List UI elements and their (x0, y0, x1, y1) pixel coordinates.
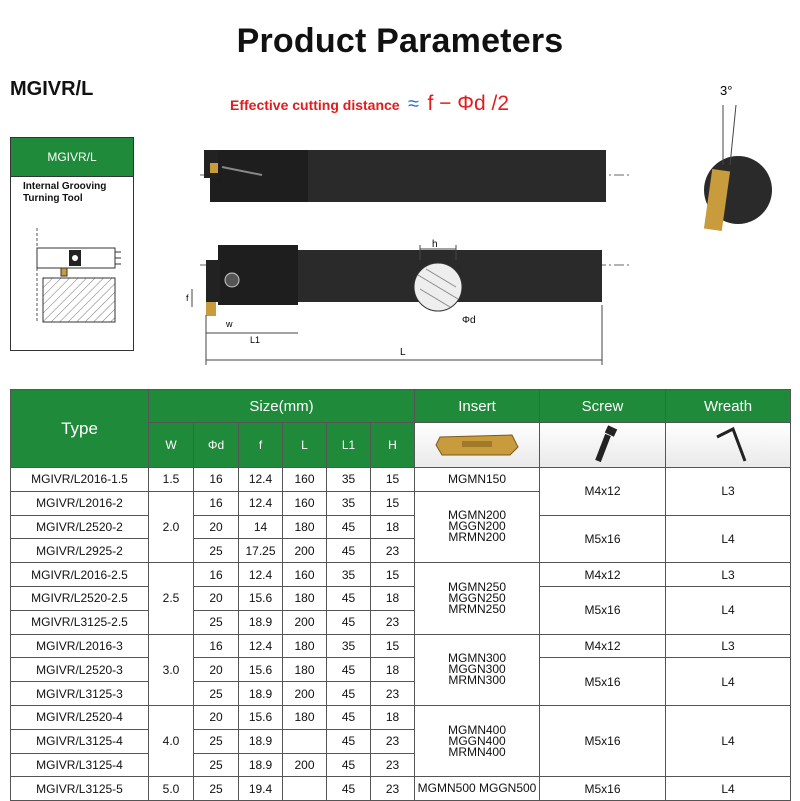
cell-f: 18.9 (239, 729, 283, 753)
cell-f: 12.4 (239, 491, 283, 515)
wreath-image-cell (666, 423, 791, 468)
cell-insert (415, 705, 540, 776)
cell-screw: M4x12 (540, 563, 666, 587)
table-row (11, 468, 791, 492)
cell-h: 15 (371, 634, 415, 658)
header-l1: L1 (327, 423, 371, 468)
cell-l: 180 (283, 634, 327, 658)
cell-l1: 45 (327, 610, 371, 634)
cell-l: 200 (283, 610, 327, 634)
cell-type: MGIVR/L2520-2.5 (11, 586, 149, 610)
table-header-row (11, 390, 791, 423)
cell-f: 19.4 (239, 777, 283, 801)
tool-usage-diagram (17, 220, 127, 330)
cell-f: 18.9 (239, 753, 283, 777)
cell-d: 16 (194, 563, 239, 587)
table-row (11, 515, 791, 539)
cell-wreath: L4 (666, 777, 791, 801)
formula-expression: f − Φd /2 (427, 92, 510, 115)
cell-d: 25 (194, 610, 239, 634)
cell-wreath: L3 (666, 634, 791, 658)
cell-l (283, 729, 327, 753)
cell-wreath: L3 (666, 563, 791, 587)
tool-card-desc-line1: Internal Grooving (23, 181, 107, 192)
cell-screw: M5x16 (540, 705, 666, 776)
cell-h: 23 (371, 729, 415, 753)
insert-code: MRMN300 (448, 673, 506, 688)
cell-insert (415, 491, 540, 562)
cell-h: 23 (371, 610, 415, 634)
cell-l: 160 (283, 491, 327, 515)
table-row (11, 658, 791, 682)
cell-type: MGIVR/L2520-3 (11, 658, 149, 682)
cell-w: 5.0 (149, 777, 194, 801)
cell-insert (415, 777, 540, 801)
dim-w: w (226, 319, 233, 329)
cell-l1: 45 (327, 705, 371, 729)
cell-insert (415, 563, 540, 634)
cell-l: 200 (283, 753, 327, 777)
cell-l: 180 (283, 586, 327, 610)
cell-f: 18.9 (239, 682, 283, 706)
cell-l: 180 (283, 705, 327, 729)
dim-angle: 3° (720, 83, 733, 98)
cell-type: MGIVR/L2925-2 (11, 539, 149, 563)
cell-wreath: L4 (666, 515, 791, 563)
cell-l1: 45 (327, 777, 371, 801)
cell-l: 180 (283, 515, 327, 539)
cell-screw: M5x16 (540, 777, 666, 801)
insert-code: MGGN400 (448, 733, 506, 748)
cell-l1: 45 (327, 729, 371, 753)
header-wreath: Wreath (666, 390, 791, 423)
insert-code: MGMN400 (448, 722, 507, 737)
insert-code: MGMN300 (448, 651, 507, 666)
cell-type: MGIVR/L3125-3 (11, 682, 149, 706)
cell-d: 20 (194, 515, 239, 539)
cell-l1: 35 (327, 468, 371, 492)
cell-h: 15 (371, 468, 415, 492)
cell-type: MGIVR/L3125-4 (11, 729, 149, 753)
cell-screw: M5x16 (540, 658, 666, 706)
cell-h: 18 (371, 705, 415, 729)
cell-l1: 45 (327, 539, 371, 563)
technical-drawings (170, 75, 790, 375)
cell-d: 25 (194, 777, 239, 801)
cell-w: 2.5 (149, 563, 194, 634)
insert-code: MRMN200 (448, 530, 506, 545)
header-d: Φd (194, 423, 239, 468)
cell-d: 16 (194, 491, 239, 515)
cell-type: MGIVR/L3125-2.5 (11, 610, 149, 634)
formula-label: Effective cutting distance (230, 97, 400, 113)
cell-w: 3.0 (149, 634, 194, 705)
cell-screw: M4x12 (540, 634, 666, 658)
cell-h: 18 (371, 658, 415, 682)
cell-h: 23 (371, 753, 415, 777)
cell-type: MGIVR/L3125-5 (11, 777, 149, 801)
cell-h: 23 (371, 682, 415, 706)
cell-l1: 45 (327, 586, 371, 610)
cell-d: 16 (194, 634, 239, 658)
header-type: Type (11, 390, 149, 468)
tool-card-title: MGIVR/L (11, 138, 133, 177)
insert-code: MGGN200 (448, 519, 506, 534)
tool-card-desc-line2: Turning Tool (23, 193, 83, 204)
cell-type: MGIVR/L2016-2 (11, 491, 149, 515)
cell-l1: 45 (327, 658, 371, 682)
insert-code: MGGN300 (448, 662, 506, 677)
cell-f: 18.9 (239, 610, 283, 634)
wrench-icon (673, 423, 783, 467)
cell-wreath: L4 (666, 658, 791, 706)
cell-h: 15 (371, 563, 415, 587)
cell-wreath: L4 (666, 586, 791, 634)
cell-type: MGIVR/L2016-3 (11, 634, 149, 658)
cell-f: 12.4 (239, 634, 283, 658)
insert-code: MGGN250 (448, 590, 506, 605)
header-h: H (371, 423, 415, 468)
cell-w: 2.0 (149, 491, 194, 562)
cell-l1: 35 (327, 563, 371, 587)
cell-type: MGIVR/L2520-2 (11, 515, 149, 539)
cell-l1: 35 (327, 634, 371, 658)
cell-d: 20 (194, 658, 239, 682)
cell-f: 15.6 (239, 586, 283, 610)
header-screw: Screw (540, 390, 666, 423)
tool-end-view (703, 83, 772, 231)
cell-insert (415, 468, 540, 492)
cell-l: 180 (283, 658, 327, 682)
formula-approx: ≈ (408, 93, 420, 115)
header-f: f (239, 423, 283, 468)
model-name: MGIVR/L (10, 78, 94, 100)
cell-screw: M5x16 (540, 586, 666, 634)
cell-l1: 45 (327, 515, 371, 539)
dim-phid: Φd (462, 315, 476, 326)
cell-type: MGIVR/L2016-1.5 (11, 468, 149, 492)
cell-insert (415, 634, 540, 705)
tool-top-view (200, 150, 630, 202)
cell-h: 23 (371, 539, 415, 563)
cell-h: 18 (371, 586, 415, 610)
cell-wreath: L3 (666, 468, 791, 516)
dim-l1: L1 (250, 335, 261, 345)
table-row (11, 777, 791, 801)
cell-d: 25 (194, 682, 239, 706)
cell-d: 20 (194, 705, 239, 729)
table-row (11, 705, 791, 729)
tool-card (10, 137, 134, 351)
dim-h: h (432, 239, 438, 250)
cell-d: 16 (194, 468, 239, 492)
cell-screw: M5x16 (540, 515, 666, 563)
cell-f: 14 (239, 515, 283, 539)
insert-code: MRMN250 (448, 601, 506, 616)
spec-table (10, 389, 791, 801)
dim-f: f (186, 293, 189, 303)
insert-image-cell (415, 423, 540, 468)
cell-l: 200 (283, 682, 327, 706)
table-row (11, 586, 791, 610)
cell-l: 200 (283, 539, 327, 563)
header-size: Size(mm) (149, 390, 415, 423)
cell-screw: M4x12 (540, 468, 666, 516)
header-insert: Insert (415, 390, 540, 423)
tool-card-desc (11, 177, 133, 205)
cell-l1: 45 (327, 682, 371, 706)
cell-type: MGIVR/L3125-4 (11, 753, 149, 777)
screw-image-cell (540, 423, 666, 468)
cell-l1: 45 (327, 753, 371, 777)
insert-code: MGMN250 (448, 579, 507, 594)
cell-type: MGIVR/L2520-4 (11, 705, 149, 729)
cell-f: 17.25 (239, 539, 283, 563)
cell-d: 25 (194, 729, 239, 753)
cell-l: 160 (283, 468, 327, 492)
table-row (11, 563, 791, 587)
cell-h: 15 (371, 491, 415, 515)
header-l: L (283, 423, 327, 468)
insert-code: MGMN500 MGGN500 (417, 781, 537, 796)
cell-d: 25 (194, 753, 239, 777)
cell-d: 20 (194, 586, 239, 610)
cell-w: 1.5 (149, 468, 194, 492)
cell-h: 18 (371, 515, 415, 539)
cell-type: MGIVR/L2016-2.5 (11, 563, 149, 587)
page-title: Product Parameters (236, 22, 564, 60)
cell-f: 12.4 (239, 563, 283, 587)
cell-f: 15.6 (239, 705, 283, 729)
dim-l: L (400, 347, 406, 358)
cell-f: 12.4 (239, 468, 283, 492)
insert-code: MGMN200 (448, 508, 507, 523)
tool-front-view (186, 239, 630, 365)
header-w: W (149, 423, 194, 468)
insert-icon (422, 423, 532, 467)
cell-h: 23 (371, 777, 415, 801)
insert-code: MRMN400 (448, 744, 506, 759)
cell-l (283, 777, 327, 801)
cell-f: 15.6 (239, 658, 283, 682)
cell-d: 25 (194, 539, 239, 563)
insert-code: MGMN150 (448, 471, 507, 486)
cell-wreath: L4 (666, 705, 791, 776)
screw-icon (548, 423, 658, 467)
cell-l: 160 (283, 563, 327, 587)
cell-l1: 35 (327, 491, 371, 515)
table-row (11, 634, 791, 658)
cell-w: 4.0 (149, 705, 194, 776)
